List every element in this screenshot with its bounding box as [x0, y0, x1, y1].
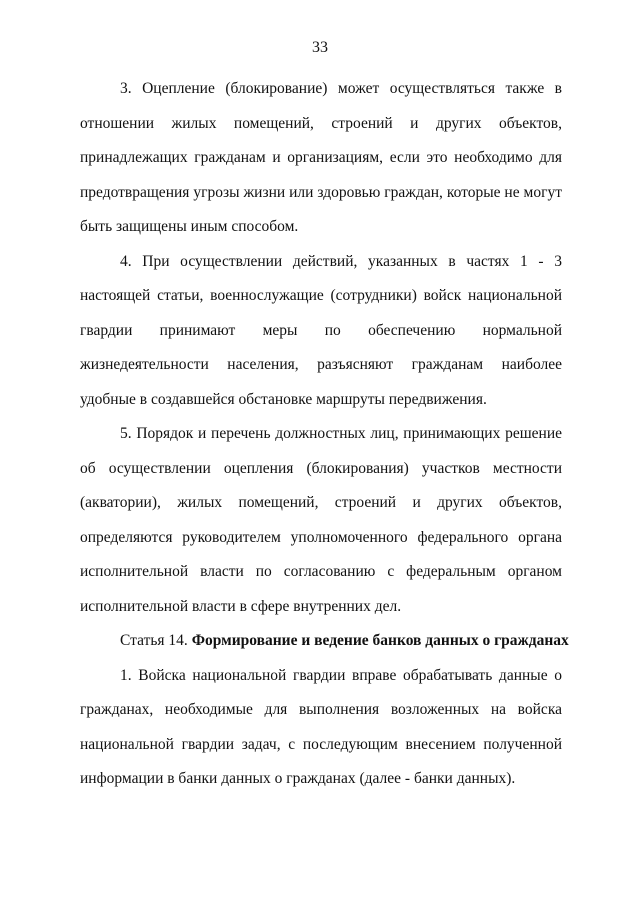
article-14 — [80, 624, 569, 797]
paragraph-article-14-part-1: 1. Войска национальной гвардии вправе обрабатывать данные о гражданах, необходимые для выполнения возложенных на войска национальной гвардии задач, с последующим внесением полученной информации в банки данных о гражданах (далее - банки данных). — [80, 666, 562, 787]
article-body-top — [80, 72, 562, 624]
article-number: Статья 14. — [120, 632, 188, 649]
paragraph-part-5: 5. Порядок и перечень должностных лиц, принимающих решение об осуществлении оцепления (блокирования) участков местности (акватории), жилых помещений, строений и других объектов, определяются руководителем уполномоченного федерального органа исполнительной власти по согласованию с федеральным органом исполнительной власти в сфере внутренних дел. — [80, 425, 562, 615]
page-number: 33 — [312, 39, 328, 56]
article-title: Формирование и ведение банков данных о гражданах — [191, 632, 569, 649]
paragraph-part-3: 3. Оцепление (блокирование) может осуществляться также в отношении жилых помещений, строений и других объектов, принадлежащих гражданам и организациям, если это необходимо для предотвращения угрозы жизни или здоровью граждан, которые не могут быть защищены иным способом. — [80, 80, 562, 235]
paragraph-part-4: 4. При осуществлении действий, указанных в частях 1 - 3 настоящей статьи, военнослужащие (сотрудники) войск национальной гвардии принимают меры по обеспечению нормальной жизнедеятельности населения, разъясняют гражданам наиболее удобные в создавшейся обстановке маршруты передвижения. — [80, 252, 562, 408]
article-heading — [80, 624, 569, 659]
